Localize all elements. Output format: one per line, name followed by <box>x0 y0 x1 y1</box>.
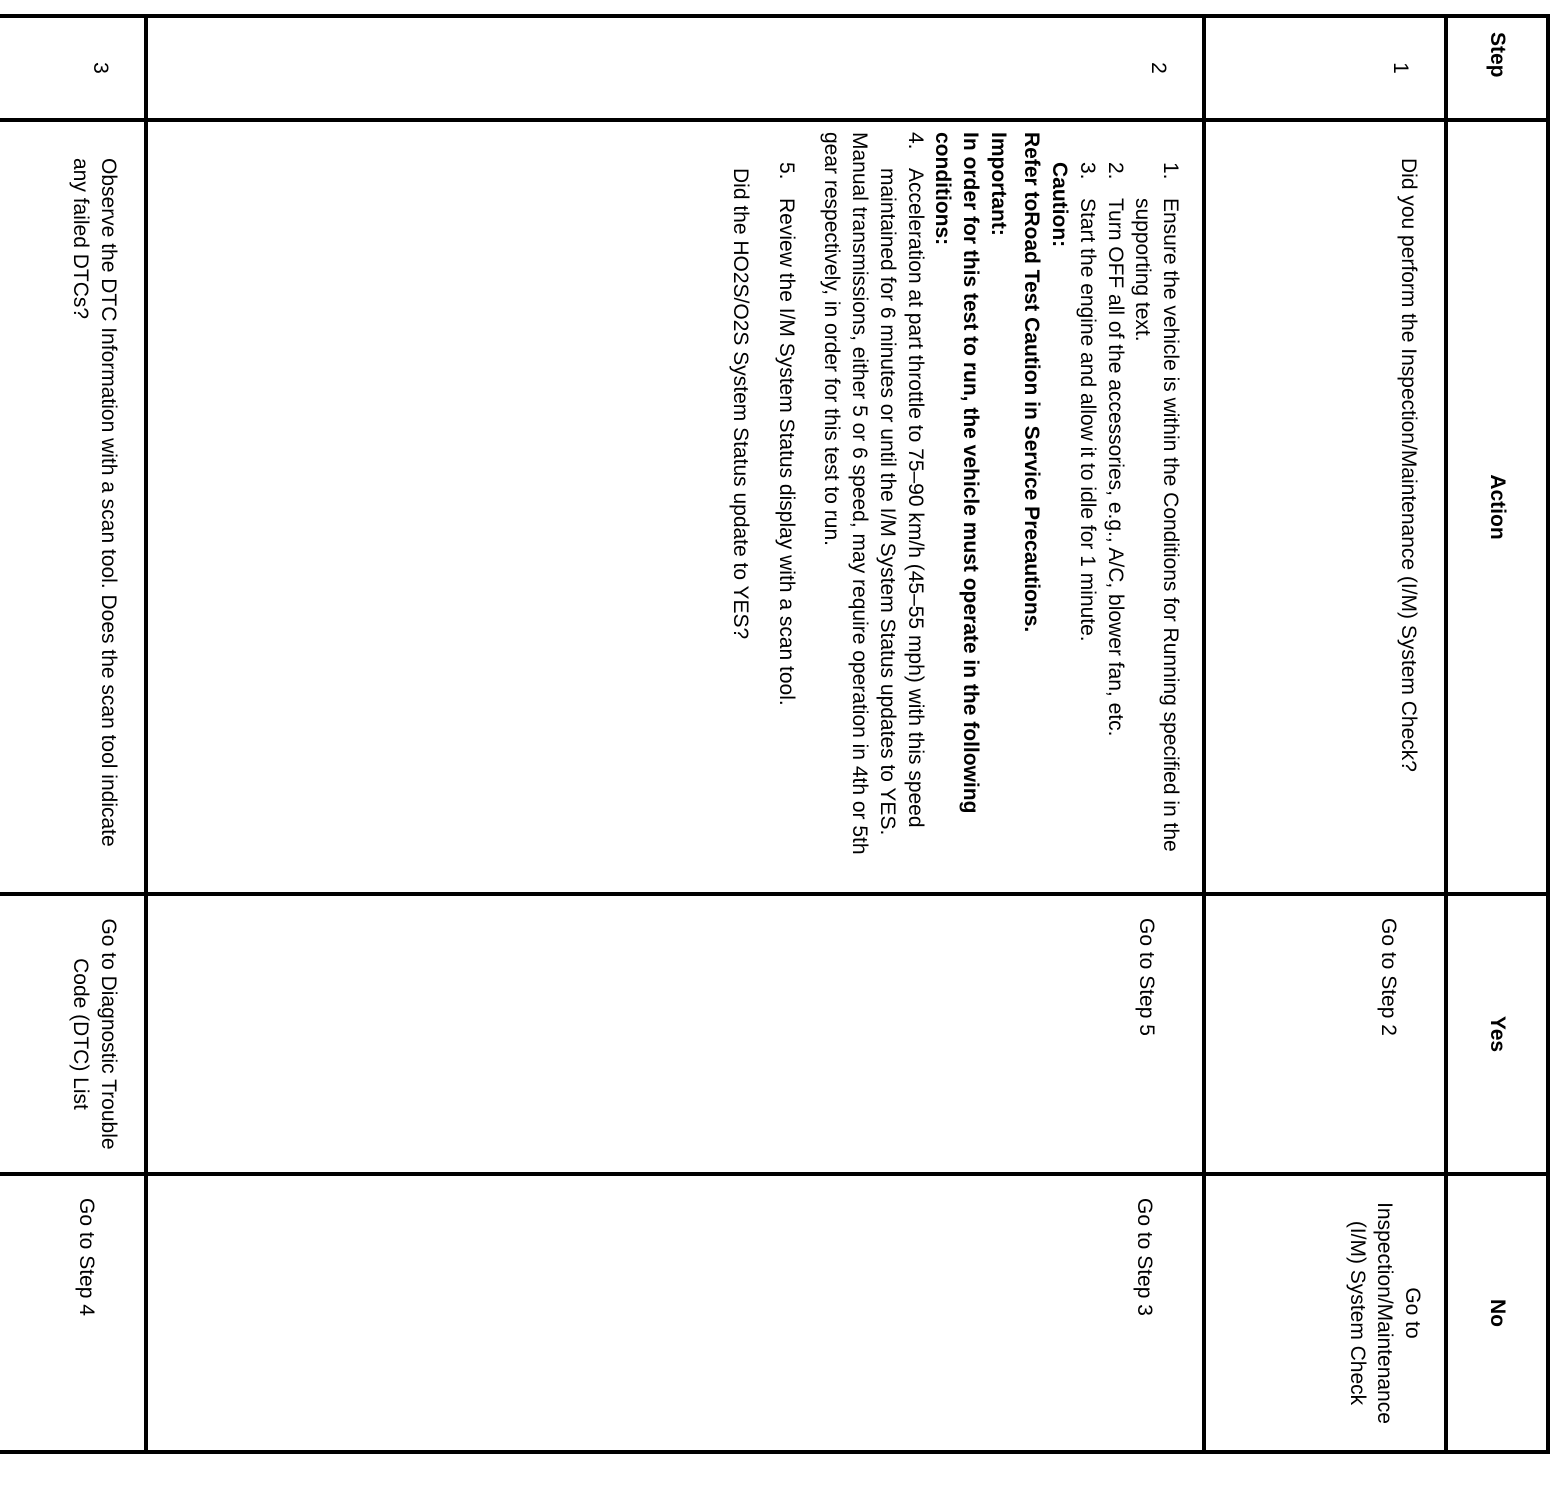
header-no: No <box>1446 1174 1548 1452</box>
table-row <box>146 16 1204 1452</box>
header-row <box>1446 16 1548 1452</box>
action-question: Did the HO2S/O2S System Status update to YES? <box>728 168 752 640</box>
action-cell <box>146 120 1204 894</box>
step-number: 3 <box>0 16 146 120</box>
action-cell <box>1204 120 1446 894</box>
step-number: 2 <box>146 16 1204 120</box>
table-row <box>1204 16 1446 1452</box>
important-label: Important: <box>986 132 1010 236</box>
caution-label: Caution: <box>1048 162 1072 248</box>
step-number: 1 <box>1204 16 1446 120</box>
no-cell: Go to Step 3 <box>146 1174 1204 1452</box>
no-cell: Go to Inspection/Maintenance (I/M) System Check <box>1204 1174 1446 1452</box>
caution-text: Refer toRoad Test Caution in Service Precautions. <box>1020 132 1044 633</box>
list-item: 1. Ensure the vehicle is within the Conditions for Running specified in the supporting text. <box>1131 162 1182 852</box>
header-yes: Yes <box>1446 894 1548 1174</box>
list-item: 4. Acceleration at part throttle to 75–90 km/h (45–55 mph) with this speed maintained for 6 minutes or until the I/M System Status updates to YES. <box>875 132 927 836</box>
manual-transmission-note: Manual transmissions, either 5 or 6 speed, may require operation in 4th or 5th gear respectively, in order for this test to run. <box>820 132 872 855</box>
action-question: Did you perform the Inspection/Maintenance (I/M) System Check? <box>1397 158 1420 772</box>
no-cell: Go to Step 4 <box>0 1174 146 1452</box>
list-item: 3. Start the engine and allow it to idle for 1 minute. <box>1075 162 1099 642</box>
list-item: 5. Review the I/M System Status display with a scan tool. <box>774 162 798 706</box>
action-cell <box>0 120 146 894</box>
list-item: 2. Turn OFF all of the accessories, e.g., A/C, blower fan, etc. <box>1103 162 1127 737</box>
yes-cell: Go to Step 5 <box>146 894 1204 1174</box>
diagnostic-table <box>0 14 1550 1454</box>
action-question: Observe the DTC Information with a scan tool. Does the scan tool indicate any failed DTCs? <box>69 158 120 847</box>
table-row <box>0 16 146 1452</box>
yes-cell: Go to Step 2 <box>1204 894 1446 1174</box>
header-action: Action <box>1446 120 1548 894</box>
header-step: Step <box>1446 16 1548 120</box>
diagnostic-table-rotated <box>16 14 1550 1450</box>
important-text: In order for this test to run, the vehicle must operate in the following conditions: <box>931 132 982 814</box>
yes-cell: Go to Diagnostic Trouble Code (DTC) List <box>0 894 146 1174</box>
